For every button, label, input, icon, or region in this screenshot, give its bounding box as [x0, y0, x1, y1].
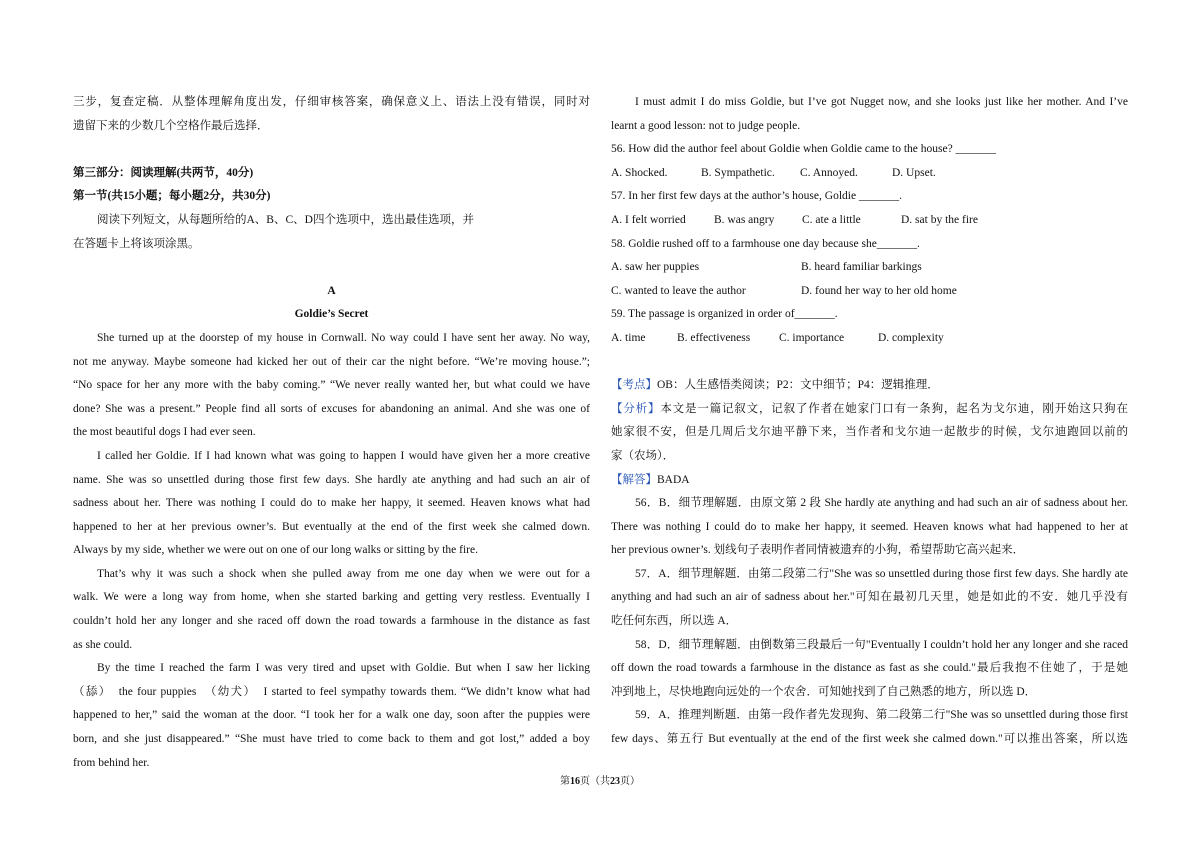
passage-body — [73, 327, 590, 775]
option-d: D. found her way to her old home — [801, 284, 957, 297]
kaodian-line — [611, 374, 1128, 398]
option-c: C. wanted to leave the author — [611, 284, 746, 297]
explanation-line: 59．A．推理判断题．由第一段作者先发现狗、第二段第二行"She was so unsettled during those first — [635, 709, 1128, 722]
passage-line: She turned up at the doorstep of my house in Cornwall. No way could I have sent her away. No way, — [97, 331, 590, 344]
explanation-list — [611, 492, 1128, 752]
option-a: A. I felt worried — [611, 213, 686, 226]
passage-line: learnt a good lesson: not to judge people. — [611, 119, 801, 132]
explanation-line: 吃任何东西，所以选 A． — [611, 615, 738, 628]
subsection-title: 第一节(共15小题；每小题2分，共30分) — [73, 190, 271, 203]
fenxi-line: 家（农场）． — [611, 449, 675, 462]
option-d: D. sat by the fire — [901, 213, 978, 226]
passage-line: as she could. — [73, 638, 133, 651]
option-row — [611, 162, 1128, 186]
jieda-tag: 【解答】 — [611, 473, 657, 486]
kaodian-tag: 【考点】 — [611, 379, 657, 392]
question-58 — [611, 233, 1128, 304]
question-stem: 56. How did the author feel about Goldie when Goldie came to the house? _______ — [611, 143, 996, 156]
left-column — [73, 91, 590, 775]
explanation-line: anything and had such an air of sadness about her."可知在最初几天里，她是如此的不安．她几乎没有 — [611, 591, 1128, 604]
section-title: 第三部分：阅读理解(共两节，40分) — [73, 166, 254, 179]
option-d: D. complexity — [878, 331, 944, 344]
passage-ending — [611, 91, 1128, 138]
explanation-line: There was nothing I could do to make her happy, it seemed. Heaven knows what had happened to her at — [611, 520, 1128, 533]
page-footer — [0, 772, 1200, 787]
passage-line: Always by my side, whether we were out on one of our long walks or sitting by the fire. — [73, 544, 478, 557]
question-list — [611, 138, 1128, 350]
passage-line: the most beautiful dogs I had ever seen. — [73, 426, 256, 439]
footer-middle: 页（共 — [580, 776, 610, 787]
passage-line: That’s why it was such a shock when she pulled away from me one day when we were out for a — [97, 567, 590, 580]
passage-line: name. She was so unsettled during those first few days. She hardly ate anything and had such an air of — [73, 473, 590, 486]
explanation-line: few days、第五行 But eventually at the end of the first week she calmed down."可以推出答案，所以选 — [611, 733, 1128, 746]
passage-line: I must admit I do miss Goldie, but I’ve got Nugget now, and she looks just like her mother. And I’ve — [635, 96, 1128, 108]
explanation-line: 58．D．细节理解题．由倒数第三段最后一句"Eventually I couldn’t hold her any longer and she raced — [635, 638, 1128, 651]
option-c: C. Annoyed. — [800, 166, 858, 179]
jieda-line — [611, 469, 1128, 493]
page-total: 23 — [610, 776, 620, 787]
option-row — [611, 280, 1128, 304]
footer-suffix: 页） — [620, 776, 640, 787]
page-number: 16 — [570, 776, 580, 787]
option-a: A. saw her puppies — [611, 261, 700, 274]
option-b: B. effectiveness — [677, 331, 751, 344]
passage-line: （舔） the four puppies （幼犬） I started to feel sympathy towards them. “We didn’t know what had — [73, 685, 590, 698]
option-a: A. Shocked. — [611, 166, 668, 179]
passage-label: A — [327, 284, 336, 297]
option-b: B. heard familiar barkings — [801, 261, 922, 274]
question-59 — [611, 303, 1128, 350]
fenxi-block — [611, 398, 1128, 469]
question-56 — [611, 138, 1128, 185]
option-row — [611, 327, 1128, 351]
option-b: B. was angry — [714, 213, 775, 226]
instruction-line-1: 阅读下列短文，从每题所给的A、B、C、D四个选项中，选出最佳选项，并 — [97, 213, 474, 226]
jieda-text: BADA — [657, 473, 690, 486]
passage-line: By the time I reached the farm I was very tired and upset with Goldie. But when I saw her licking — [97, 662, 590, 675]
explanation-line: her previous owner’s. 划线句子表明作者同情被遗弃的小狗，希望帮助它高兴起来． — [611, 544, 1025, 557]
option-d: D. Upset. — [892, 166, 936, 179]
passage-line: born, and she just disappeared.” “She must have tried to come back to them and got lost,” added a boy — [73, 733, 590, 746]
footer-prefix: 第 — [560, 776, 570, 787]
question-57 — [611, 185, 1128, 232]
passage-line: done? She was a present.” People find all sorts of excuses for abandoning an animal. And she was one of — [73, 402, 590, 415]
fenxi-line — [611, 398, 1128, 422]
option-c: C. ate a little — [802, 213, 861, 226]
intro-line: 三步，复查定稿．从整体理解角度出发，仔细审核答案，确保意义上、语法上没有错误，同时对 — [73, 96, 590, 108]
option-a: A. time — [611, 331, 646, 344]
passage-line: not me anyway. Maybe someone had kicked her out of their car the night before. “We’re moving house.”; — [73, 355, 590, 368]
intro-line: 遗留下来的少数几个空格作最后选择． — [73, 119, 269, 132]
passage-line: I called her Goldie. If I had known what was going to happen I would have given her a more creative — [97, 449, 590, 462]
explanation-line: off down the road towards a farmhouse in the distance as fast as she could."最后我抱不住她了，于是她 — [611, 662, 1128, 675]
fenxi-tag: 【分析】 — [611, 402, 661, 415]
passage-line: happened to her at her previous owner’s. But eventually at the end of the first week she calmed down. — [73, 520, 590, 533]
explanation-line: 56．B．细节理解题．由原文第 2 段 She hardly ate anything and had such an air of sadness about her. — [635, 497, 1128, 510]
question-stem: 57. In her first few days at the author’s house, Goldie _______. — [611, 190, 903, 203]
passage-line: walk. We were a long way from home, when she started barking and getting very restless. Eventually I — [73, 591, 590, 604]
explanation-line: 57．A．细节理解题．由第二段第二行"She was so unsettled during those first few days. She hardly ate — [635, 567, 1128, 580]
option-b: B. Sympathetic. — [701, 166, 775, 179]
instruction-line-2: 在答题卡上将该项涂黑。 — [73, 237, 200, 250]
passage-line: from behind her. — [73, 756, 150, 769]
option-row — [611, 209, 1128, 233]
passage-line: sadness about her. There was nothing I could do to make her happy, it seemed. Heaven knows what had — [73, 497, 590, 510]
passage-line: happened to her,” said the woman at the door. “I took her for a walk one day, soon after the puppies were — [73, 709, 590, 722]
question-stem: 58. Goldie rushed off to a farmhouse one day because she_______. — [611, 237, 920, 250]
passage-line: “No space for her any more with the baby coming.” “We never really wanted her, but what could we have — [73, 379, 590, 392]
fenxi-line: 她家很不安，但是几周后戈尔迪平静下来，当作者和戈尔迪一起散步的时候，戈尔迪跑回以前的 — [611, 426, 1128, 439]
passage-line: couldn’t hold her any longer and she raced off down the road towards a farmhouse in the distance as fast — [73, 615, 590, 628]
option-c: C. importance — [779, 331, 845, 344]
fenxi-text: 本文是一篇记叙文，记叙了作者在她家门口有一条狗，起名为戈尔迪，刚开始这只狗在 — [660, 402, 1129, 415]
passage-title: Goldie’s Secret — [294, 308, 369, 321]
option-row — [611, 256, 1128, 280]
intro-text — [73, 91, 590, 138]
explanation-line: 冲到地上，尽快地跑向远处的一个农舍．可知她找到了自己熟悉的地方，所以选 D． — [611, 685, 1037, 698]
question-stem: 59. The passage is organized in order of_______. — [611, 308, 838, 321]
kaodian-text: OB：人生感悟类阅读；P2：文中细节；P4：逻辑推理． — [657, 379, 939, 392]
right-column — [611, 91, 1128, 752]
